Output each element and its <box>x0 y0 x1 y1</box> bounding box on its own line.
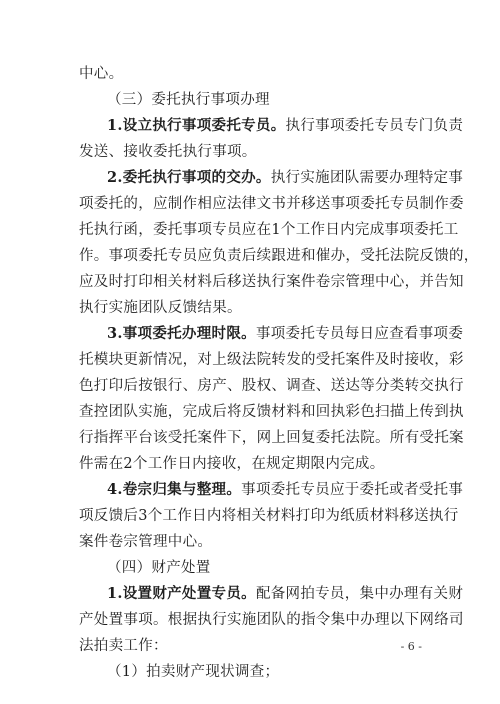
text-line <box>79 428 464 448</box>
line-text: （四）财产处置 <box>107 560 211 576</box>
item-heading: 4.卷宗归集与整理。 <box>107 481 242 498</box>
text-line <box>79 220 459 240</box>
paragraph-line <box>107 168 463 188</box>
line-text: 项反馈后3个工作日内将相关材料打印为纸质材料移送执行 <box>79 508 459 524</box>
item-heading: 1.设立执行事项委托专员。 <box>107 117 286 134</box>
line-text: 法拍卖工作： <box>79 638 168 654</box>
text-line <box>79 454 385 474</box>
section-heading <box>107 90 270 110</box>
line-text: 查控团队实施，完成后将反馈材料和回执彩色扫描上传到执 <box>79 404 464 420</box>
text-line <box>79 194 464 214</box>
paragraph-line <box>107 324 463 344</box>
line-text: 应及时打印相关材料后移送执行案件卷宗管理中心，并告知 <box>79 274 464 290</box>
line-text: 事项委托专员每日应查看事项委 <box>255 326 464 342</box>
line-text: 色打印后按银行、房产、股权、调查、送达等分类转交执行 <box>79 378 464 394</box>
text-line <box>79 246 479 266</box>
text-line <box>79 376 464 396</box>
text-line <box>79 272 464 292</box>
line-text: 执行实施团队需要办理特定事 <box>270 170 464 186</box>
line-text: 中心。 <box>79 66 124 82</box>
text-line <box>79 636 168 656</box>
text-line <box>79 350 464 370</box>
line-text: 发送、接收委托执行事项。 <box>79 144 257 160</box>
page-number: - 6 - <box>400 640 422 653</box>
line-text: （1）拍卖财产现状调查； <box>107 664 280 680</box>
text-line <box>79 506 459 526</box>
text-line <box>79 610 464 630</box>
line-text: 执行事项委托专员专门负责 <box>285 118 464 134</box>
line-text: 产处置事项。根据执行实施团队的指令集中办理以下网络司 <box>79 612 464 628</box>
line-text: （三）委托执行事项办理 <box>107 92 270 108</box>
line-text: 件需在2个工作日内接收，在规定期限内完成。 <box>79 456 385 472</box>
line-text: 托模块更新情况，对上级法院转发的受托案件及时接收，彩 <box>79 352 464 368</box>
item-heading: 2.委托执行事项的交办。 <box>107 169 271 186</box>
text-line <box>107 662 279 682</box>
text-line <box>79 64 123 84</box>
line-text: 托执行函，委托事项专员应在1个工作日内完成事项委托工 <box>79 222 459 238</box>
text-line <box>79 532 212 552</box>
item-heading: 3.事项委托办理时限。 <box>107 325 256 342</box>
line-text: 行指挥平台该受托案件下，网上回复委托法院。所有受托案 <box>79 430 464 446</box>
line-text: 案件卷宗管理中心。 <box>79 534 213 550</box>
paragraph-line <box>107 480 463 500</box>
line-text: 配备网拍专员，集中办理有关财 <box>255 586 464 602</box>
line-text: 项委托的，应制作相应法律文书并移送事项委托专员制作委 <box>79 196 464 212</box>
line-text: 执行实施团队反馈结果。 <box>79 300 242 316</box>
text-line <box>79 298 242 318</box>
section-heading <box>107 558 211 578</box>
paragraph-line <box>107 116 463 136</box>
line-text: 作。事项委托专员应负责后续跟进和催办，受托法院反馈的， <box>79 248 479 264</box>
paragraph-line <box>107 584 463 604</box>
line-text: 事项委托专员应于委托或者受托事 <box>241 482 464 498</box>
text-line <box>79 142 257 162</box>
item-heading: 1.设置财产处置专员。 <box>107 585 256 602</box>
text-line <box>79 402 464 422</box>
